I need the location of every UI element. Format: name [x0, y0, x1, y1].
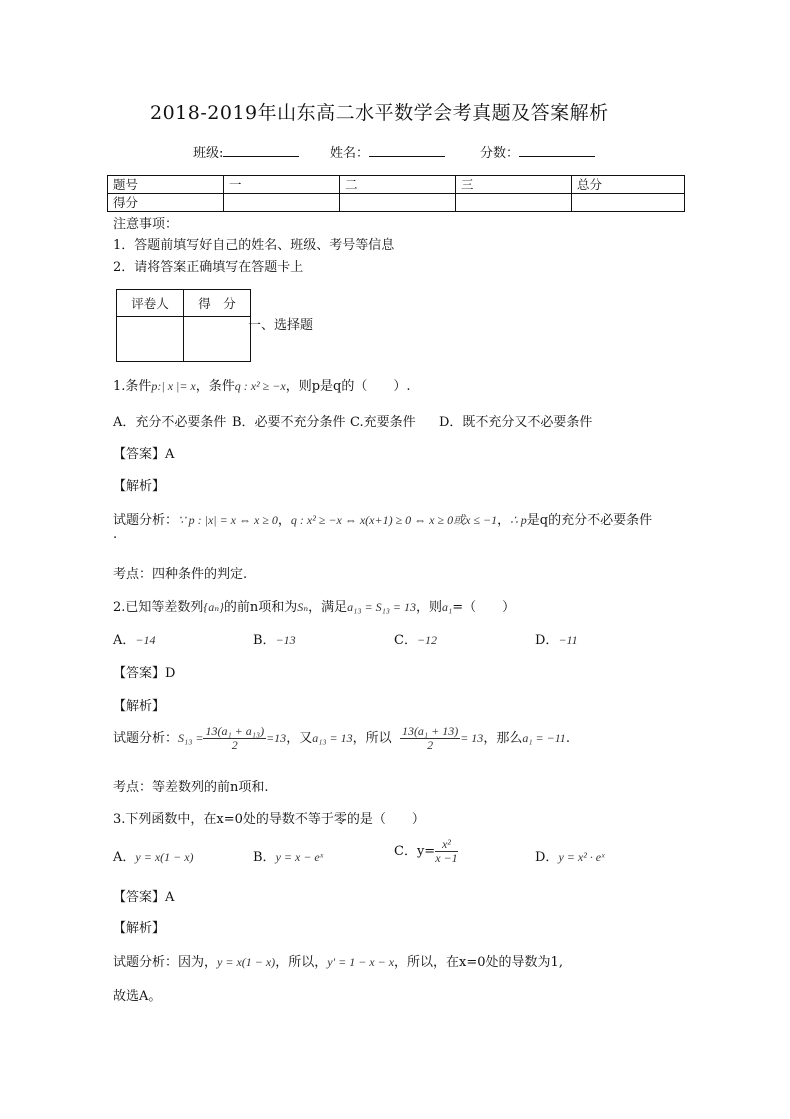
q2-analysis: [113, 725, 570, 752]
q2-then: ，那么: [483, 731, 523, 746]
class-field: [193, 142, 299, 161]
q1-point: 考点：四种条件的判定.: [113, 567, 248, 582]
q2-fraction-2: [400, 725, 460, 752]
q3-option-letter: A．: [113, 850, 136, 865]
q2-option-a: [113, 629, 156, 648]
score-blank[interactable]: [519, 144, 595, 157]
q2-pre: 2.已知等差数列: [113, 600, 204, 615]
score-row-label: 得分: [108, 194, 224, 212]
q2-option-letter: C．: [394, 633, 417, 648]
q1-option-a: A．充分不必要条件: [113, 415, 227, 430]
note-item: 1．答题前填写好自己的姓名、班级、考号等信息: [113, 238, 395, 253]
name-field: [330, 142, 445, 161]
q1-answer: 【答案】A: [113, 447, 175, 462]
q3-option-a: [113, 846, 194, 865]
q1-analysis-math1: ∵ p : |x| = x ⇔ x ≥ 0: [178, 513, 278, 527]
q2-cond-math: a₁₃ = S₁₃ = 13: [347, 600, 417, 614]
q2-sum-math: Sₙ: [297, 600, 309, 614]
q1-analysis-sep: ，: [277, 513, 291, 528]
q2-frac1-num: 13(a₁ + a₁₃): [205, 724, 265, 738]
q2-mid2: ，满足: [308, 600, 348, 615]
name-blank[interactable]: [369, 144, 445, 157]
q3-opt-c-pre: y=: [416, 844, 436, 859]
q2-mid3: ，则: [416, 600, 443, 615]
q3-option-c: [394, 838, 458, 865]
q3-analysis-post: ，所以，在x=0处的导数为1,: [394, 955, 563, 970]
q2-fraction-1: [203, 725, 266, 752]
q3-option-letter: D．: [535, 850, 559, 865]
q1-option-b: B．必要不充分条件: [232, 415, 346, 430]
q3-conclusion: 故选A。: [113, 989, 162, 1004]
q2-period: .: [565, 731, 570, 746]
q1-mid: ，条件: [195, 379, 235, 394]
q2-option-letter: D．: [535, 633, 559, 648]
score-cell[interactable]: [340, 194, 456, 212]
q1-analysis-math2: q : x² ≥ −x ⇔ x(x+1) ≥ 0 ⇔ x ≥ 0或x ≤ −1: [290, 513, 498, 527]
q2-option-value: −12: [416, 633, 438, 647]
q2-analysis-label: 【解析】: [113, 699, 166, 714]
q2-so: ，所以: [352, 731, 392, 746]
q3-analysis-pre: 试题分析：因为，: [113, 955, 218, 970]
q2-s13: S₁₃ =: [178, 731, 204, 745]
score-table: [107, 175, 685, 212]
question-1-stem: [113, 375, 410, 394]
score-cell[interactable]: [572, 194, 685, 212]
score-field: [480, 142, 595, 161]
q2-option-value: −11: [558, 633, 578, 647]
q3-analysis-math2: y' = 1 − x − x: [327, 955, 395, 969]
q3-analysis: [113, 951, 563, 970]
q3-opt-b-math: y = x − eˣ: [275, 850, 324, 864]
q1-post: ，则p是q的（ ）.: [285, 379, 411, 394]
q1-q-math: q : x² ≥ −x: [234, 379, 286, 393]
q2-eq13b: = 13: [460, 731, 484, 745]
q3-option-letter: B．: [253, 850, 276, 865]
q3-answer: 【答案】A: [113, 890, 175, 905]
q3-opt-c-fraction: [435, 838, 457, 865]
q2-frac1-den: 2: [231, 738, 238, 752]
q3-opt-c-den: x −1: [435, 851, 458, 865]
q3-option-letter: C．: [394, 844, 417, 859]
q2-a13: a₁₃ = 13: [312, 731, 353, 745]
q3-opt-d-math: y = x² · eˣ: [558, 850, 605, 864]
q2-option-letter: A．: [113, 633, 136, 648]
q1-analysis-label: 【解析】: [113, 479, 166, 494]
name-label: 姓名：: [330, 146, 370, 161]
q2-frac2-num: 13(a₁ + 13): [401, 724, 459, 738]
class-blank[interactable]: [223, 144, 299, 157]
q2-also: ，又: [286, 731, 313, 746]
score-table-header-row: [108, 176, 685, 194]
score-header-cell: 三: [456, 176, 572, 194]
q1-analysis-pre: 试题分析：: [113, 513, 179, 528]
score-header-cell: 题号: [108, 176, 224, 194]
score-cell[interactable]: [456, 194, 572, 212]
q1-p-math: p:| x |= x: [151, 379, 196, 393]
q3-opt-c-num: x²: [435, 838, 457, 852]
q3-analysis-label: 【解析】: [113, 921, 166, 936]
page-title: 2018-2019年山东高二水平数学会考真题及答案解析: [150, 102, 609, 124]
q2-post: =（ ）: [452, 600, 516, 615]
q3-option-b: [253, 846, 323, 865]
q2-option-value: −13: [275, 633, 296, 647]
score-table-score-row: [108, 194, 685, 212]
question-3-stem: 3.下列函数中，在x=0处的导数不等于零的是（ ）: [113, 812, 425, 827]
q3-analysis-mid: ，所以，: [275, 955, 328, 970]
q1-option-c: C.充要条件: [350, 415, 416, 430]
q2-answer: 【答案】D: [113, 666, 176, 681]
grader-box: [116, 289, 251, 362]
q2-option-value: −14: [135, 633, 156, 647]
q3-analysis-math1: y = x(1 − x): [217, 955, 276, 969]
score-header-cell: 二: [340, 176, 456, 194]
score-header-cell: 一: [224, 176, 340, 194]
grader-score-label: 得 分: [184, 290, 251, 317]
q1-analysis: [113, 509, 652, 528]
question-2-stem: [113, 596, 515, 615]
q2-mid1: 的前n项和为: [223, 600, 298, 615]
section-title: 一、选择题: [248, 318, 314, 333]
q2-result: a₁ = −11: [522, 731, 566, 745]
q2-option-c: [394, 629, 437, 648]
grader-cell[interactable]: [117, 317, 184, 362]
note-item: 2．请将答案正确填写在答题卡上: [113, 260, 304, 275]
score-cell[interactable]: [224, 194, 340, 212]
q1-analysis-math3: ∴ p: [510, 513, 527, 527]
score-header-cell: 总分: [572, 176, 685, 194]
grader-label: 评卷人: [117, 290, 184, 317]
q2-option-b: [253, 629, 296, 648]
q1-analysis-post: 是q的充分不必要条件: [526, 513, 653, 528]
q2-analysis-pre: 试题分析：: [113, 731, 179, 746]
q3-option-d: [535, 846, 605, 865]
class-label: 班级:: [193, 146, 224, 161]
q2-frac2-den: 2: [427, 738, 434, 752]
q2-seq-math: {aₙ}: [203, 600, 224, 614]
q2-option-letter: B．: [253, 633, 276, 648]
q2-target-math: a₁: [442, 600, 453, 614]
score-label: 分数：: [480, 146, 520, 161]
q3-opt-a-math: y = x(1 − x): [135, 850, 194, 864]
q1-analysis-mid: ，: [497, 513, 511, 528]
notes-heading: 注意事项：: [113, 217, 179, 232]
grader-score-cell[interactable]: [184, 317, 251, 362]
q1-option-d: D．既不充分又不必要条件: [439, 415, 593, 430]
q2-option-d: [535, 629, 578, 648]
q1-analysis-period: .: [113, 527, 118, 542]
q1-pre: 1.条件: [113, 379, 152, 394]
q2-eq13: =13: [266, 731, 287, 745]
q2-point: 考点：等差数列的前n项和.: [113, 780, 269, 795]
